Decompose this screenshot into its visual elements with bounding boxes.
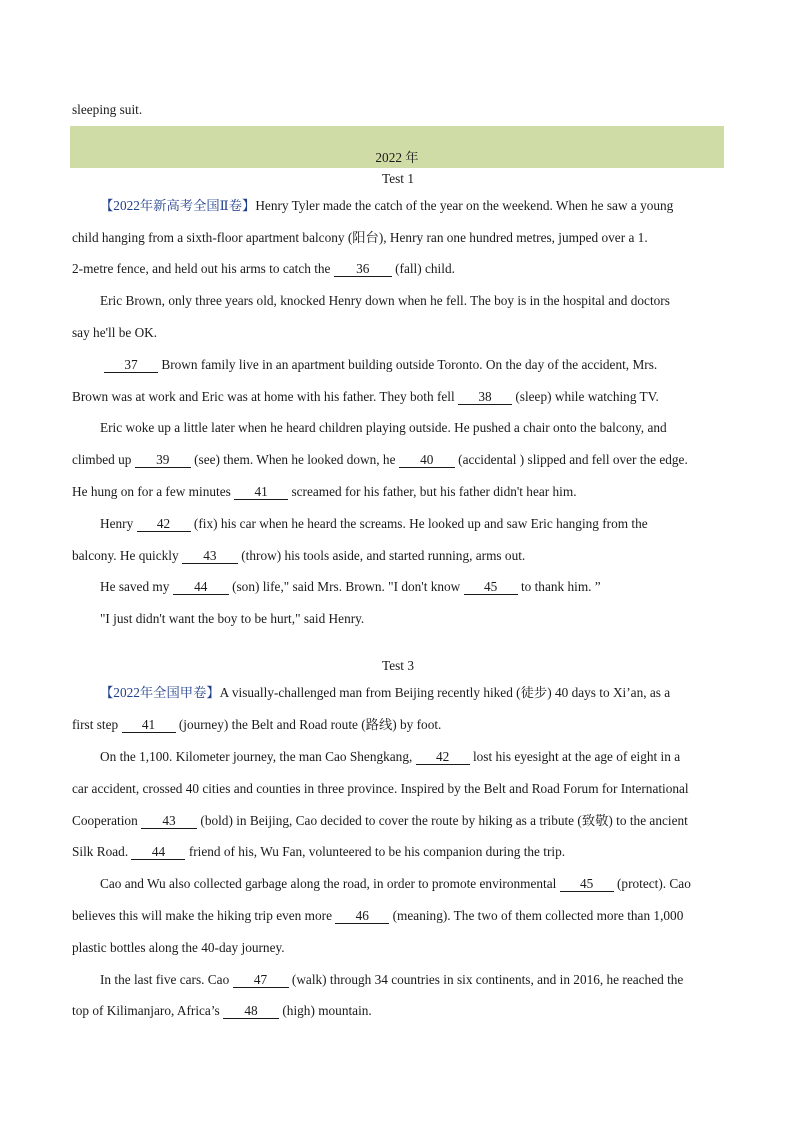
text: Henry — [100, 516, 134, 531]
test1-para3-line2 — [72, 389, 724, 405]
blank-45[interactable]: 45 — [464, 580, 518, 595]
text: (fix) his car when he heard the screams. He looked up and saw Eric hanging from the — [193, 516, 648, 531]
test1-para2-line2: say he'll be OK. — [72, 325, 158, 340]
test1-title: Test 1 — [382, 171, 414, 186]
test1-para3-line1 — [104, 357, 724, 373]
test3-title: Test 3 — [382, 658, 414, 673]
test3-para4-line1 — [100, 972, 724, 988]
intro-tail: sleeping suit. — [72, 102, 143, 117]
test3-para1-line1 — [100, 685, 724, 701]
test1-para4-line2 — [72, 452, 724, 468]
test1-para4-line3 — [72, 484, 724, 500]
text: (sleep) while watching TV. — [515, 389, 659, 404]
test3-para3-line2 — [72, 908, 724, 924]
text: (son) life," said Mrs. Brown. "I don't know — [232, 579, 461, 594]
test1-para5-line1 — [100, 516, 724, 532]
test1-para6 — [100, 579, 724, 595]
blank-44[interactable]: 44 — [173, 580, 229, 595]
test3-para4-line2 — [72, 1003, 724, 1019]
text: In the last five cars. Cao — [100, 972, 230, 987]
text: (see) them. When he looked down, he — [194, 452, 396, 467]
blank-37[interactable]: 37 — [104, 358, 158, 373]
blank-36[interactable]: 36 — [334, 262, 392, 277]
blank-t3-46[interactable]: 46 — [335, 909, 389, 924]
blank-43[interactable]: 43 — [182, 549, 238, 564]
text: (protect). Cao — [617, 876, 691, 891]
text: friend of his, Wu Fan, volunteered to be his companion during the trip. — [188, 844, 566, 859]
text: He hung on for a few minutes — [72, 484, 231, 499]
text: Cooperation — [72, 813, 138, 828]
test1-para1-line2: child hanging from a sixth-floor apartment balcony (阳台), Henry ran one hundred metres, jumped over a 1. — [72, 230, 648, 245]
blank-t3-42[interactable]: 42 — [416, 750, 470, 765]
test1-para5-line2 — [72, 548, 724, 564]
text: (walk) through 34 countries in six continents, and in 2016, he reached the — [291, 972, 684, 987]
text: Silk Road. — [72, 844, 129, 859]
test1-source: 【2022年新高考全国Ⅱ卷】 — [100, 198, 256, 213]
test3-para3-line1 — [100, 876, 724, 892]
year-header: 2022 年 — [375, 150, 419, 165]
text: lost his eyesight at the age of eight in a — [472, 749, 681, 764]
blank-t3-45[interactable]: 45 — [560, 877, 614, 892]
test3-source: 【2022年全国甲卷】 — [100, 685, 220, 700]
test3-para2-line3 — [72, 813, 724, 829]
test3-para3-line3: plastic bottles along the 40-day journey. — [72, 940, 285, 955]
text: Brown family live in an apartment building outside Toronto. On the day of the accident, Mrs. — [161, 357, 658, 372]
test1-para4-line1: Eric woke up a little later when he heard children playing outside. He pushed a chair onto the balcony, and — [100, 420, 667, 435]
text: screamed for his father, but his father didn't hear him. — [291, 484, 577, 499]
blank-42[interactable]: 42 — [137, 517, 191, 532]
test1-para7: "I just didn't want the boy to be hurt," said Henry. — [100, 611, 365, 626]
blank-t3-41[interactable]: 41 — [122, 718, 176, 733]
blank-t3-44[interactable]: 44 — [131, 845, 185, 860]
blank-40[interactable]: 40 — [399, 453, 455, 468]
blank-t3-43[interactable]: 43 — [141, 814, 197, 829]
test3-para2-line1 — [100, 749, 724, 765]
text: balcony. He quickly — [72, 548, 179, 563]
header-band — [70, 148, 724, 168]
text: climbed up — [72, 452, 132, 467]
test1-para1-line1 — [100, 198, 724, 214]
test1-para2-line1: Eric Brown, only three years old, knocked Henry down when he fell. The boy is in the hospital and doctors — [100, 293, 670, 308]
blank-t3-47[interactable]: 47 — [233, 973, 289, 988]
text: to thank him. ” — [520, 579, 601, 594]
blank-38[interactable]: 38 — [458, 390, 512, 405]
blank-39[interactable]: 39 — [135, 453, 191, 468]
text: (fall) child. — [395, 261, 455, 276]
header-band-top — [70, 126, 724, 148]
text: On the 1,100. Kilometer journey, the man Cao Shengkang, — [100, 749, 413, 764]
text: top of Kilimanjaro, Africa’s — [72, 1003, 220, 1018]
test3-para2-line4 — [72, 844, 724, 860]
text: (journey) the Belt and Road route (路线) by foot. — [178, 717, 442, 732]
text: (meaning). The two of them collected more than 1,000 — [392, 908, 684, 923]
text: Henry Tyler made the catch of the year on the weekend. When he saw a young — [255, 198, 674, 213]
test1-para1-line3 — [72, 261, 724, 277]
text: 2-metre fence, and held out his arms to catch the — [72, 261, 331, 276]
text: (high) mountain. — [282, 1003, 372, 1018]
text: He saved my — [100, 579, 170, 594]
text: Brown was at work and Eric was at home with his father. They both fell — [72, 389, 455, 404]
text: (throw) his tools aside, and started running, arms out. — [241, 548, 526, 563]
text: first step — [72, 717, 119, 732]
test3-para1-line2 — [72, 717, 724, 733]
text: Cao and Wu also collected garbage along the road, in order to promote environmental — [100, 876, 557, 891]
test3-para2-line2: car accident, crossed 40 cities and counties in three province. Inspired by the Belt and Road Forum for International — [72, 781, 689, 796]
text: A visually-challenged man from Beijing recently hiked (徒步) 40 days to Xi’an, as a — [219, 685, 671, 700]
text: (accidental ) slipped and fell over the edge. — [458, 452, 688, 467]
text: (bold) in Beijing, Cao decided to cover the route by hiking as a tribute (致敬) to the ancient — [200, 813, 688, 828]
blank-41[interactable]: 41 — [234, 485, 288, 500]
blank-t3-48[interactable]: 48 — [223, 1004, 279, 1019]
text: believes this will make the hiking trip even more — [72, 908, 332, 923]
